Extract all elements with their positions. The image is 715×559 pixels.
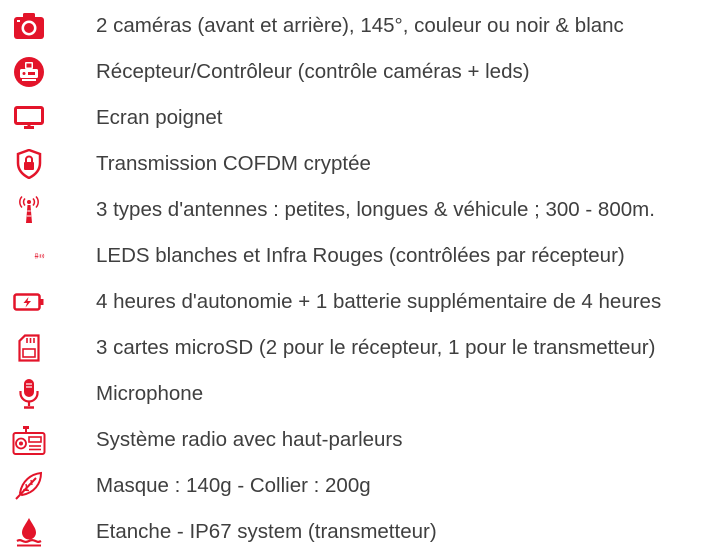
feature-list — [0, 3, 715, 555]
feature-text: Etanche - IP67 system (transmetteur) — [96, 520, 437, 543]
shield-lock-icon — [12, 147, 46, 181]
feature-item-battery — [0, 279, 715, 325]
feature-text: 3 cartes microSD (2 pour le récepteur, 1 pour le transmetteur) — [96, 336, 656, 359]
feature-item-cameras — [0, 3, 715, 49]
feature-text: LEDS blanches et Infra Rouges (contrôlées par récepteur) — [96, 244, 625, 267]
feature-item-microphone — [0, 371, 715, 417]
feature-text: Microphone — [96, 382, 204, 405]
battery-icon — [12, 285, 46, 319]
feature-item-receiver — [0, 49, 715, 95]
feature-item-waterproof — [0, 509, 715, 555]
sd-card-icon — [12, 331, 46, 365]
camera-icon — [12, 9, 46, 43]
feature-text: 2 caméras (avant et arrière), 145°, couleur ou noir & blanc — [96, 14, 624, 37]
feature-text: 4 heures d'autonomie + 1 batterie supplémentaire de 4 heures — [96, 290, 662, 313]
feature-item-antennas — [0, 187, 715, 233]
feather-icon — [12, 469, 46, 503]
antenna-icon — [12, 193, 46, 227]
feature-item-transmission — [0, 141, 715, 187]
water-drop-icon — [12, 515, 46, 549]
monitor-icon — [12, 101, 46, 135]
feature-text: Transmission COFDM cryptée — [96, 152, 371, 175]
feature-text: Ecran poignet — [96, 106, 223, 129]
led-icon — [12, 239, 46, 273]
feature-item-leds — [0, 233, 715, 279]
microphone-icon — [12, 377, 46, 411]
feature-text: 3 types d'antennes : petites, longues & véhicule ; 300 - 800m. — [96, 198, 655, 221]
radio-icon — [12, 423, 46, 457]
feature-item-weight — [0, 463, 715, 509]
receiver-icon — [12, 55, 46, 89]
feature-text: Masque : 140g - Collier : 200g — [96, 474, 371, 497]
feature-text: Système radio avec haut-parleurs — [96, 428, 403, 451]
feature-text: Récepteur/Contrôleur (contrôle caméras + leds) — [96, 60, 530, 83]
feature-item-radio — [0, 417, 715, 463]
feature-item-screen — [0, 95, 715, 141]
feature-item-sd-cards — [0, 325, 715, 371]
